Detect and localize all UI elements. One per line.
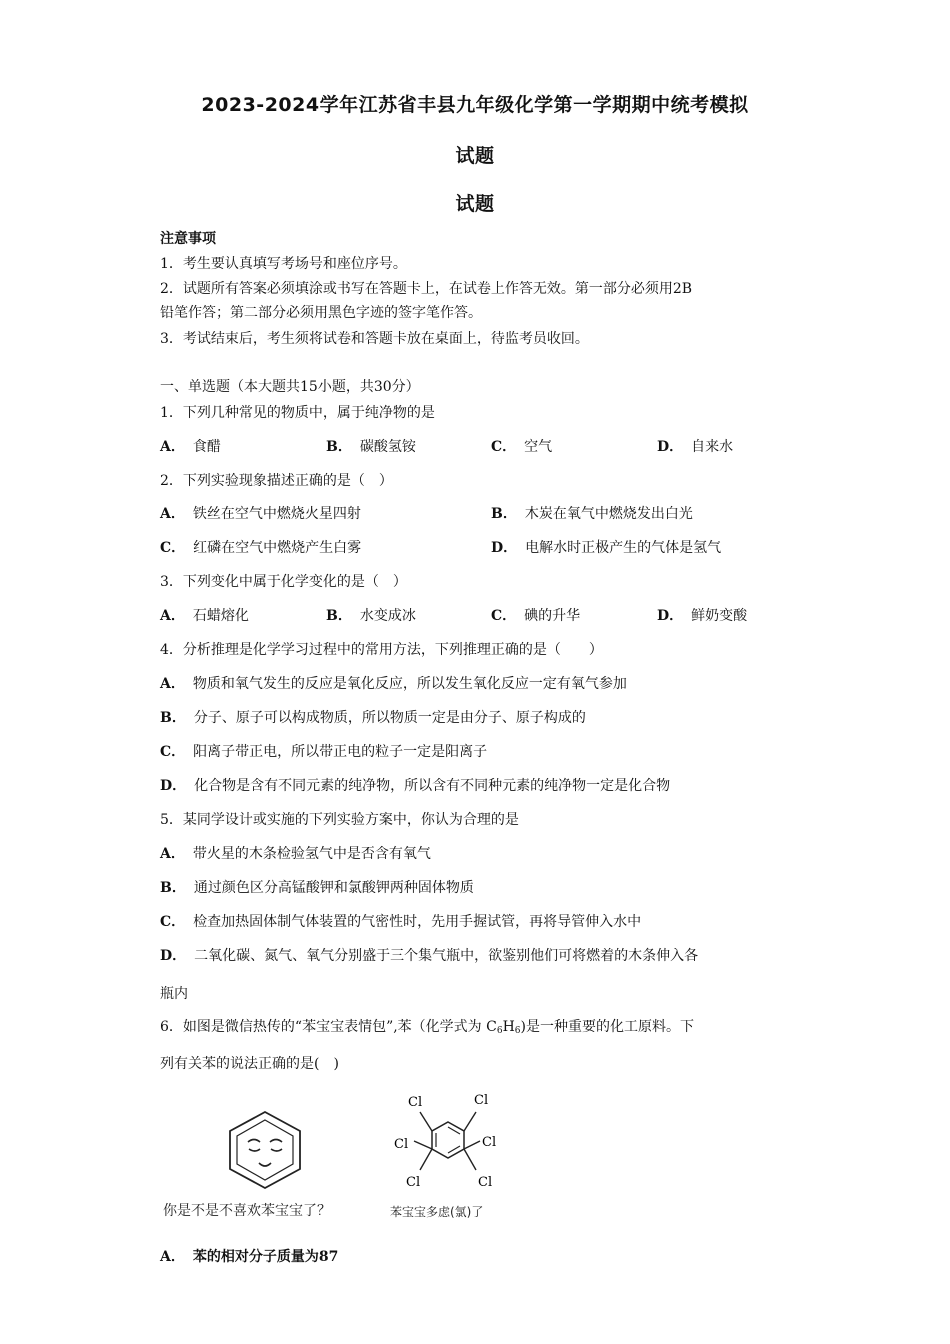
option-text: 检查加热固体制气体装置的气密性时，先用手握试管，再将导管伸入水中 bbox=[193, 914, 642, 930]
option-text: 碳酸氢铵 bbox=[359, 439, 416, 455]
option-text: 石蜡熔化 bbox=[192, 608, 249, 624]
cl-label-top-right: Cl bbox=[474, 1093, 489, 1108]
exam-title-line3: 试题 bbox=[455, 193, 495, 215]
option-text: 自来水 bbox=[691, 439, 734, 455]
option-text: 铁丝在空气中燃烧火星四射 bbox=[192, 506, 361, 522]
option-text: 带火星的木条检验氢气中是否含有氧气 bbox=[192, 846, 431, 862]
q5-stem: 5．某同学设计或实施的下列实验方案中，你认为合理的是 bbox=[160, 812, 519, 828]
option-letter: D． bbox=[657, 439, 684, 455]
q5-option-b bbox=[160, 877, 474, 897]
q3-stem: 3．下列变化中属于化学变化的是（ ） bbox=[160, 574, 407, 590]
option-letter: D． bbox=[657, 608, 684, 624]
option-letter: A． bbox=[160, 608, 185, 624]
cl-label-right: Cl bbox=[482, 1135, 497, 1150]
q1-option-d bbox=[657, 436, 733, 456]
benzene-face-figure bbox=[222, 1108, 308, 1192]
q1-option-c bbox=[491, 436, 552, 456]
option-letter: D． bbox=[160, 948, 187, 964]
q5-option-d bbox=[160, 945, 698, 965]
left-eyebrow bbox=[248, 1140, 260, 1143]
q3-option-b bbox=[326, 605, 416, 625]
option-text: 碘的升华 bbox=[524, 608, 581, 624]
q6-subscript-1: 6 bbox=[496, 1026, 503, 1036]
right-eye bbox=[271, 1149, 282, 1151]
option-text: 阳离子带正电，所以带正电的粒子一定是阳离子 bbox=[193, 744, 488, 760]
option-letter: B． bbox=[491, 506, 517, 522]
bond-top-left bbox=[420, 1112, 432, 1131]
bond-bottom-right bbox=[464, 1149, 476, 1170]
q2-option-a bbox=[160, 503, 361, 523]
option-letter: C． bbox=[160, 540, 186, 556]
bond-bottom-left bbox=[420, 1149, 432, 1170]
q6-stem-h: H bbox=[502, 1019, 515, 1035]
option-text: 通过颜色区分高锰酸钾和氯酸钾两种固体物质 bbox=[193, 880, 474, 896]
q6-option-a bbox=[160, 1246, 338, 1266]
notice-item-3: 3．考试结束后，考生须将试卷和答题卡放在桌面上，待监考员收回。 bbox=[160, 331, 589, 347]
q5-option-a bbox=[160, 843, 431, 863]
option-letter: D． bbox=[160, 778, 187, 794]
benzene-hexagon bbox=[230, 1112, 300, 1188]
option-letter: D． bbox=[491, 540, 518, 556]
right-eyebrow bbox=[270, 1140, 282, 1143]
hexachlorobenzene-figure bbox=[388, 1086, 508, 1198]
q4-option-b bbox=[160, 707, 586, 727]
option-text: 电解水时正极产生的气体是氢气 bbox=[525, 540, 722, 556]
mouth bbox=[259, 1163, 271, 1166]
q5-option-c bbox=[160, 911, 641, 931]
option-letter: B． bbox=[160, 710, 186, 726]
notice-item-2a: 2．试题所有答案必须填涂或书写在答题卡上，在试卷上作答无效。第一部分必须用2B bbox=[160, 281, 693, 297]
q6-stem-part-a: 6．如图是微信热传的“苯宝宝表情包”,苯（化学式为 C bbox=[160, 1019, 497, 1035]
q5-option-d-continued: 瓶内 bbox=[160, 986, 188, 1002]
option-letter: B． bbox=[326, 439, 352, 455]
q2-option-d bbox=[491, 537, 721, 557]
bond-right bbox=[464, 1141, 480, 1149]
q6-subscript-2: 6 bbox=[514, 1026, 521, 1036]
option-letter: C． bbox=[160, 914, 186, 930]
option-letter: A． bbox=[160, 676, 185, 692]
q6-stem-line1 bbox=[160, 1016, 694, 1036]
notice-heading: 注意事项 bbox=[160, 231, 216, 247]
cl-label-left: Cl bbox=[394, 1137, 409, 1152]
option-text: 木炭在氧气中燃烧发出白光 bbox=[524, 506, 693, 522]
option-text: 食醋 bbox=[192, 439, 221, 455]
cl-label-bottom-right: Cl bbox=[478, 1175, 493, 1190]
option-text: 苯的相对分子质量为87 bbox=[192, 1249, 339, 1265]
q4-stem: 4．分析推理是化学学习过程中的常用方法，下列推理正确的是（ ） bbox=[160, 642, 603, 658]
option-text: 二氧化碳、氮气、氧气分别盛于三个集气瓶中，欲鉴别他们可将燃着的木条伸入各 bbox=[194, 948, 699, 964]
option-text: 物质和氧气发生的反应是氧化反应，所以发生氧化反应一定有氧气参加 bbox=[192, 676, 627, 692]
option-letter: A． bbox=[160, 439, 185, 455]
option-letter: C． bbox=[160, 744, 186, 760]
bond-top-right bbox=[464, 1112, 476, 1131]
q3-option-c bbox=[491, 605, 580, 625]
q3-option-a bbox=[160, 605, 249, 625]
option-letter: B． bbox=[326, 608, 352, 624]
option-text: 水变成冰 bbox=[359, 608, 416, 624]
option-letter: A． bbox=[160, 1249, 185, 1265]
option-text: 空气 bbox=[524, 439, 553, 455]
exam-title-line1: 2023-2024学年江苏省丰县九年级化学第一学期期中统考模拟 bbox=[201, 94, 749, 116]
q3-option-d bbox=[657, 605, 747, 625]
q6-stem-part-b: )是一种重要的化工原料。下 bbox=[520, 1019, 694, 1035]
option-text: 红磷在空气中燃烧产生白雾 bbox=[193, 540, 362, 556]
option-letter: C． bbox=[491, 439, 517, 455]
q2-option-c bbox=[160, 537, 361, 557]
q4-option-a bbox=[160, 673, 627, 693]
exam-title-line2: 试题 bbox=[455, 145, 495, 167]
option-text: 鲜奶变酸 bbox=[691, 608, 748, 624]
q1-option-b bbox=[326, 436, 416, 456]
caption-right: 苯宝宝多虑(氯)了 bbox=[390, 1205, 484, 1219]
option-letter: A． bbox=[160, 506, 185, 522]
bond-left bbox=[414, 1141, 432, 1149]
left-eye bbox=[249, 1149, 260, 1151]
option-text: 化合物是含有不同元素的纯净物，所以含有不同种元素的纯净物一定是化合物 bbox=[194, 778, 671, 794]
q4-option-c bbox=[160, 741, 487, 761]
q1-stem: 1．下列几种常见的物质中，属于纯净物的是 bbox=[160, 405, 435, 421]
caption-left: 你是不是不喜欢苯宝宝了？ bbox=[163, 1203, 331, 1219]
q6-stem-line2: 列有关苯的说法正确的是( ) bbox=[160, 1056, 339, 1072]
option-letter: C． bbox=[491, 608, 517, 624]
benzene-inner-ring bbox=[237, 1120, 293, 1180]
q2-option-b bbox=[491, 503, 693, 523]
notice-item-1: 1．考生要认真填写考场号和座位序号。 bbox=[160, 256, 407, 272]
option-text: 分子、原子可以构成物质，所以物质一定是由分子、原子构成的 bbox=[193, 710, 586, 726]
q4-option-d bbox=[160, 775, 670, 795]
option-letter: A． bbox=[160, 846, 185, 862]
q1-option-a bbox=[160, 436, 221, 456]
section-heading: 一、单选题（本大题共15小题，共30分） bbox=[160, 379, 420, 395]
option-letter: B． bbox=[160, 880, 186, 896]
q2-stem: 2．下列实验现象描述正确的是（ ） bbox=[160, 473, 393, 489]
notice-item-2b: 铅笔作答；第二部分必须用黑色字迹的签字笔作答。 bbox=[160, 305, 482, 321]
cl-label-bottom-left: Cl bbox=[406, 1175, 421, 1190]
cl-label-top-left: Cl bbox=[408, 1095, 423, 1110]
